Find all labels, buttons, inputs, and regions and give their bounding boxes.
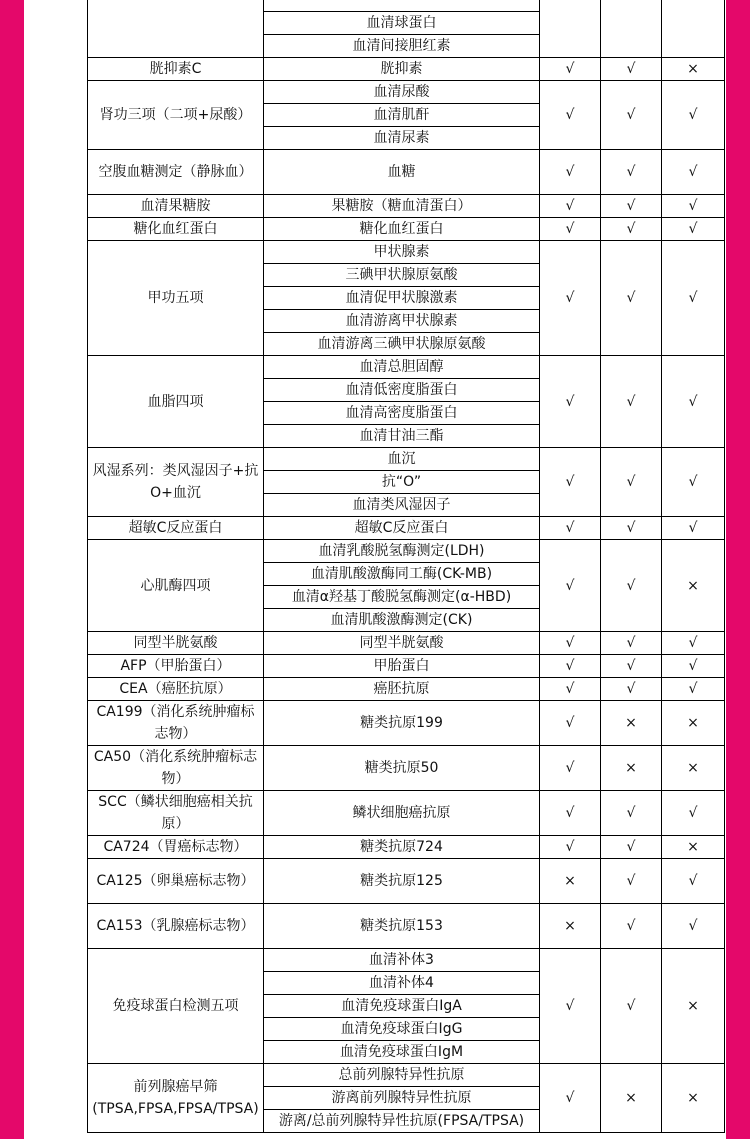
table-row	[88, 58, 725, 81]
package-3-mark-cell: √	[662, 150, 725, 195]
item-name-cell: 血清低密度脂蛋白	[264, 379, 540, 402]
project-name-cell	[88, 0, 264, 58]
project-name-cell: 血清果糖胺	[88, 195, 264, 218]
package-3-mark-cell: √	[662, 678, 725, 701]
package-1-mark-cell: √	[540, 632, 601, 655]
item-name-cell: 同型半胱氨酸	[264, 632, 540, 655]
project-name-cell: 空腹血糖测定（静脉血）	[88, 150, 264, 195]
package-1-mark-cell: √	[540, 517, 601, 540]
package-2-mark-cell: √	[601, 904, 662, 949]
checkup-items-table	[87, 0, 725, 1133]
item-name-cell: 血清补体4	[264, 972, 540, 995]
project-name-cell: 同型半胱氨酸	[88, 632, 264, 655]
package-1-mark-cell: √	[540, 746, 601, 791]
package-1-mark-cell: √	[540, 150, 601, 195]
package-2-mark-cell	[601, 0, 662, 58]
project-name-cell: CA50（消化系统肿瘤标志物）	[88, 746, 264, 791]
item-name-cell: 糖类抗原199	[264, 701, 540, 746]
project-name-cell: 甲功五项	[88, 241, 264, 356]
item-name-cell: 糖化血红蛋白	[264, 218, 540, 241]
table-row	[88, 791, 725, 836]
table-row	[88, 356, 725, 379]
table-row	[88, 195, 725, 218]
item-name-cell: 血清尿酸	[264, 81, 540, 104]
item-name-cell: 胱抑素	[264, 58, 540, 81]
table-row	[88, 678, 725, 701]
item-name-cell: 血清高密度脂蛋白	[264, 402, 540, 425]
item-name-cell: 血清间接胆红素	[264, 35, 540, 58]
package-1-mark-cell: √	[540, 701, 601, 746]
package-2-mark-cell: √	[601, 517, 662, 540]
package-1-mark-cell: √	[540, 949, 601, 1064]
item-name-cell: 果糖胺（糖血清蛋白）	[264, 195, 540, 218]
package-1-mark-cell: √	[540, 655, 601, 678]
item-name-cell: 血清免疫球蛋白IgM	[264, 1041, 540, 1064]
item-name-cell: 血清球蛋白	[264, 12, 540, 35]
item-name-cell: 血清补体3	[264, 949, 540, 972]
project-name-cell: 胱抑素C	[88, 58, 264, 81]
item-name-cell: 鳞状细胞癌抗原	[264, 791, 540, 836]
package-3-mark-cell: √	[662, 241, 725, 356]
item-name-cell: 血沉	[264, 448, 540, 471]
table-row	[88, 949, 725, 972]
project-name-cell: SCC（鳞状细胞癌相关抗原）	[88, 791, 264, 836]
package-2-mark-cell: √	[601, 836, 662, 859]
package-3-mark-cell: √	[662, 632, 725, 655]
project-name-cell: AFP（甲胎蛋白）	[88, 655, 264, 678]
item-name-cell: 血清游离甲状腺素	[264, 310, 540, 333]
package-3-mark-cell: √	[662, 218, 725, 241]
package-2-mark-cell: √	[601, 195, 662, 218]
item-name-cell: 糖类抗原153	[264, 904, 540, 949]
package-2-mark-cell: ×	[601, 746, 662, 791]
package-3-mark-cell: √	[662, 517, 725, 540]
package-1-mark-cell: √	[540, 81, 601, 150]
table-body	[88, 0, 725, 1133]
item-name-cell: 血清甘油三酯	[264, 425, 540, 448]
package-3-mark-cell: √	[662, 448, 725, 517]
table-row	[88, 836, 725, 859]
project-name-cell: 前列腺癌早筛(TPSA,FPSA,FPSA/TPSA)	[88, 1064, 264, 1133]
package-3-mark-cell: √	[662, 356, 725, 448]
package-2-mark-cell: √	[601, 356, 662, 448]
item-name-cell: 游离前列腺特异性抗原	[264, 1087, 540, 1110]
package-3-mark-cell	[662, 0, 725, 58]
item-name-cell: 超敏C反应蛋白	[264, 517, 540, 540]
package-3-mark-cell: ×	[662, 701, 725, 746]
item-name-cell: 血清乳酸脱氢酶测定(LDH)	[264, 540, 540, 563]
project-name-cell: CA125（卵巢癌标志物）	[88, 859, 264, 904]
item-name-cell: 血清尿素	[264, 127, 540, 150]
package-1-mark-cell: √	[540, 58, 601, 81]
item-name-cell: 癌胚抗原	[264, 678, 540, 701]
package-1-mark-cell: ×	[540, 859, 601, 904]
package-3-mark-cell: √	[662, 791, 725, 836]
item-name-cell: 甲状腺素	[264, 241, 540, 264]
table-row	[88, 517, 725, 540]
item-name-cell	[264, 0, 540, 12]
document-page	[24, 0, 726, 1139]
item-name-cell: 血清游离三碘甲状腺原氨酸	[264, 333, 540, 356]
project-name-cell: 心肌酶四项	[88, 540, 264, 632]
package-1-mark-cell: ×	[540, 904, 601, 949]
item-name-cell: 血清肌酸激酶同工酶(CK-MB)	[264, 563, 540, 586]
package-3-mark-cell: √	[662, 195, 725, 218]
package-2-mark-cell: √	[601, 632, 662, 655]
item-name-cell: 游离/总前列腺特异性抗原(FPSA/TPSA)	[264, 1110, 540, 1133]
project-name-cell: 糖化血红蛋白	[88, 218, 264, 241]
package-2-mark-cell: √	[601, 949, 662, 1064]
package-2-mark-cell: √	[601, 81, 662, 150]
package-3-mark-cell: ×	[662, 540, 725, 632]
package-2-mark-cell: √	[601, 655, 662, 678]
package-1-mark-cell	[540, 0, 601, 58]
package-1-mark-cell: √	[540, 356, 601, 448]
package-1-mark-cell: √	[540, 195, 601, 218]
table-row	[88, 904, 725, 949]
project-name-cell: CA199（消化系统肿瘤标志物）	[88, 701, 264, 746]
package-1-mark-cell: √	[540, 241, 601, 356]
item-name-cell: 三碘甲状腺原氨酸	[264, 264, 540, 287]
table-row	[88, 241, 725, 264]
item-name-cell: 血清类风湿因子	[264, 494, 540, 517]
package-1-mark-cell: √	[540, 218, 601, 241]
package-3-mark-cell: √	[662, 904, 725, 949]
table-row	[88, 150, 725, 195]
package-2-mark-cell: √	[601, 448, 662, 517]
item-name-cell: 抗“O”	[264, 471, 540, 494]
table-row	[88, 1064, 725, 1087]
item-name-cell: 血清免疫球蛋白IgA	[264, 995, 540, 1018]
table-row	[88, 218, 725, 241]
package-3-mark-cell: ×	[662, 949, 725, 1064]
package-2-mark-cell: √	[601, 150, 662, 195]
project-name-cell: 血脂四项	[88, 356, 264, 448]
project-name-cell: CA153（乳腺癌标志物）	[88, 904, 264, 949]
package-2-mark-cell: √	[601, 241, 662, 356]
package-2-mark-cell: √	[601, 58, 662, 81]
project-name-cell: 肾功三项（二项+尿酸）	[88, 81, 264, 150]
package-1-mark-cell: √	[540, 836, 601, 859]
item-name-cell: 血清总胆固醇	[264, 356, 540, 379]
package-3-mark-cell: √	[662, 859, 725, 904]
table-row	[88, 859, 725, 904]
project-name-cell: CA724（胃癌标志物）	[88, 836, 264, 859]
package-3-mark-cell: ×	[662, 836, 725, 859]
package-2-mark-cell: ×	[601, 701, 662, 746]
item-name-cell: 血糖	[264, 150, 540, 195]
package-2-mark-cell: √	[601, 678, 662, 701]
table-row	[88, 81, 725, 104]
item-name-cell: 血清α羟基丁酸脱氢酶测定(α-HBD)	[264, 586, 540, 609]
project-name-cell: 超敏C反应蛋白	[88, 517, 264, 540]
package-1-mark-cell: √	[540, 448, 601, 517]
item-name-cell: 糖类抗原724	[264, 836, 540, 859]
package-2-mark-cell: ×	[601, 1064, 662, 1133]
package-2-mark-cell: √	[601, 859, 662, 904]
package-3-mark-cell: ×	[662, 58, 725, 81]
table-row	[88, 746, 725, 791]
item-name-cell: 糖类抗原125	[264, 859, 540, 904]
table-row	[88, 540, 725, 563]
package-2-mark-cell: √	[601, 791, 662, 836]
item-name-cell: 血清免疫球蛋白IgG	[264, 1018, 540, 1041]
project-name-cell: 风湿系列：类风湿因子+抗O+血沉	[88, 448, 264, 517]
table-row	[88, 632, 725, 655]
package-2-mark-cell: √	[601, 540, 662, 632]
table-row	[88, 448, 725, 471]
item-name-cell: 血清肌酐	[264, 104, 540, 127]
table-row	[88, 0, 725, 12]
item-name-cell: 血清肌酸激酶测定(CK)	[264, 609, 540, 632]
item-name-cell: 总前列腺特异性抗原	[264, 1064, 540, 1087]
project-name-cell: CEA（癌胚抗原）	[88, 678, 264, 701]
table-row	[88, 701, 725, 746]
item-name-cell: 血清促甲状腺激素	[264, 287, 540, 310]
package-1-mark-cell: √	[540, 1064, 601, 1133]
package-3-mark-cell: √	[662, 655, 725, 678]
table-row	[88, 655, 725, 678]
item-name-cell: 糖类抗原50	[264, 746, 540, 791]
item-name-cell: 甲胎蛋白	[264, 655, 540, 678]
project-name-cell: 免疫球蛋白检测五项	[88, 949, 264, 1064]
package-1-mark-cell: √	[540, 791, 601, 836]
package-1-mark-cell: √	[540, 678, 601, 701]
package-2-mark-cell: √	[601, 218, 662, 241]
package-3-mark-cell: ×	[662, 1064, 725, 1133]
package-3-mark-cell: √	[662, 81, 725, 150]
package-1-mark-cell: √	[540, 540, 601, 632]
package-3-mark-cell: ×	[662, 746, 725, 791]
